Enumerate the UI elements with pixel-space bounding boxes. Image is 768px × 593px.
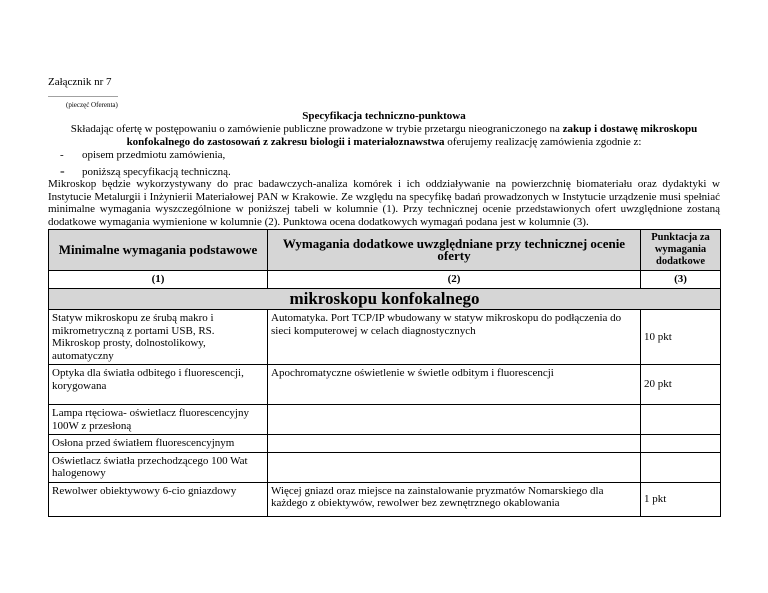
additional-requirement-cell: Więcej gniazd oraz miejsce na zainstalowanie pryzmatów Nomarskiego dla każdego z obiektywów, rewolwer bez zewnętrznego okablowania <box>268 482 641 516</box>
points-cell: 20 pkt <box>641 365 721 405</box>
additional-requirement-cell <box>268 452 641 482</box>
attachment-label: Załącznik nr 7 <box>48 76 112 88</box>
min-requirement-cell: Rewolwer obiektywowy 6-cio gniazdowy <box>49 482 268 516</box>
document-title: Specyfikacja techniczno-punktowa <box>302 110 466 122</box>
table-header-row <box>49 230 721 271</box>
column-number-3: (3) <box>641 271 721 289</box>
seal-dotted-line: ................................... <box>48 90 118 99</box>
additional-requirement-cell <box>268 405 641 435</box>
points-cell: 10 pkt <box>641 310 721 365</box>
table-row <box>49 310 721 365</box>
table-row <box>49 405 721 435</box>
min-requirement-cell: Oświetlacz światła przechodzącego 100 Wat halogenowy <box>49 452 268 482</box>
intro-part2: oferujemy realizację zamówienia zgodnie z: <box>444 136 642 148</box>
min-requirement-cell: Statyw mikroskopu ze śrubą makro i mikrometryczną z portami USB, RS. Mikroskop prosty, dolnostolikowy, automatyczny <box>49 310 268 365</box>
min-requirement-cell: Optyka dla światła odbitego i fluorescencji, korygowana <box>49 365 268 405</box>
specification-table <box>48 229 721 517</box>
intro-text <box>48 123 720 149</box>
header-min-requirements: Minimalne wymagania podstawowe <box>49 230 268 271</box>
points-cell <box>641 452 721 482</box>
additional-requirement-cell: Apochromatyczne oświetlenie w świetle odbitym i fluorescencji <box>268 365 641 405</box>
description-paragraph: Mikroskop będzie wykorzystywany do prac badawczych-analiza komórek i ich oddziaływanie na powierzchnię biomateriału oraz dydaktyki w Instytucie Metalurgii i Inżynierii Materiałowej PAN w Krakowie. Ze względu na specyfikę badań prowadzonych w Instytucie urządzenie musi spełniać minimalne wymagania wyszczególnione w poniższej tabeli w kolumnie (1). Przy technicznej ocenie przedstawionych ofert uwzględnione zostaną dodatkowe wymagania wymienione w kolumnie (2). Punktowa ocena dodatkowych wymagań podana jest w kolumnie (3). <box>48 178 720 228</box>
additional-requirement-cell: Automatyka. Port TCP/IP wbudowany w statyw mikroskopu do podłączenia do sieci komputerowej w celach diagnostycznych <box>268 310 641 365</box>
min-requirement-cell: Lampa rtęciowa- oświetlacz fluorescencyjny 100W z przesłoną <box>49 405 268 435</box>
additional-requirement-cell <box>268 435 641 453</box>
section-title: mikroskopu konfokalnego <box>49 288 721 310</box>
bullet-dash: - <box>60 149 64 161</box>
table-row <box>49 365 721 405</box>
bullet-text: poniższą specyfikacją techniczną. <box>82 166 231 178</box>
points-cell <box>641 435 721 453</box>
points-cell <box>641 405 721 435</box>
header-additional-requirements: Wymagania dodatkowe uwzględniane przy technicznej ocenie oferty <box>268 230 641 271</box>
intro-part1: Składając ofertę w postępowaniu o zamówienie publiczne prowadzone w trybie przetargu nieograniczonego na <box>70 123 563 135</box>
intro-bold: zakup i dostawę mikroskopu konfokalnego do zastosowań z zakresu biologii i materiałoznawstwa <box>126 123 698 148</box>
table-row <box>49 435 721 453</box>
points-cell: 1 pkt <box>641 482 721 516</box>
table-row <box>49 452 721 482</box>
header-points: Punktacja za wymagania dodatkowe <box>641 230 721 271</box>
table-number-row <box>49 271 721 289</box>
bullet-text: opisem przedmiotu zamówienia, <box>82 149 226 161</box>
table-row <box>49 482 721 516</box>
bullet-item <box>60 149 225 161</box>
seal-caption: (pieczęć Oferenta) <box>66 101 118 109</box>
min-requirement-cell: Osłona przed światłem fluorescencyjnym <box>49 435 268 453</box>
bullet-dash: - <box>60 164 65 179</box>
section-row <box>49 288 721 310</box>
column-number-1: (1) <box>49 271 268 289</box>
column-number-2: (2) <box>268 271 641 289</box>
